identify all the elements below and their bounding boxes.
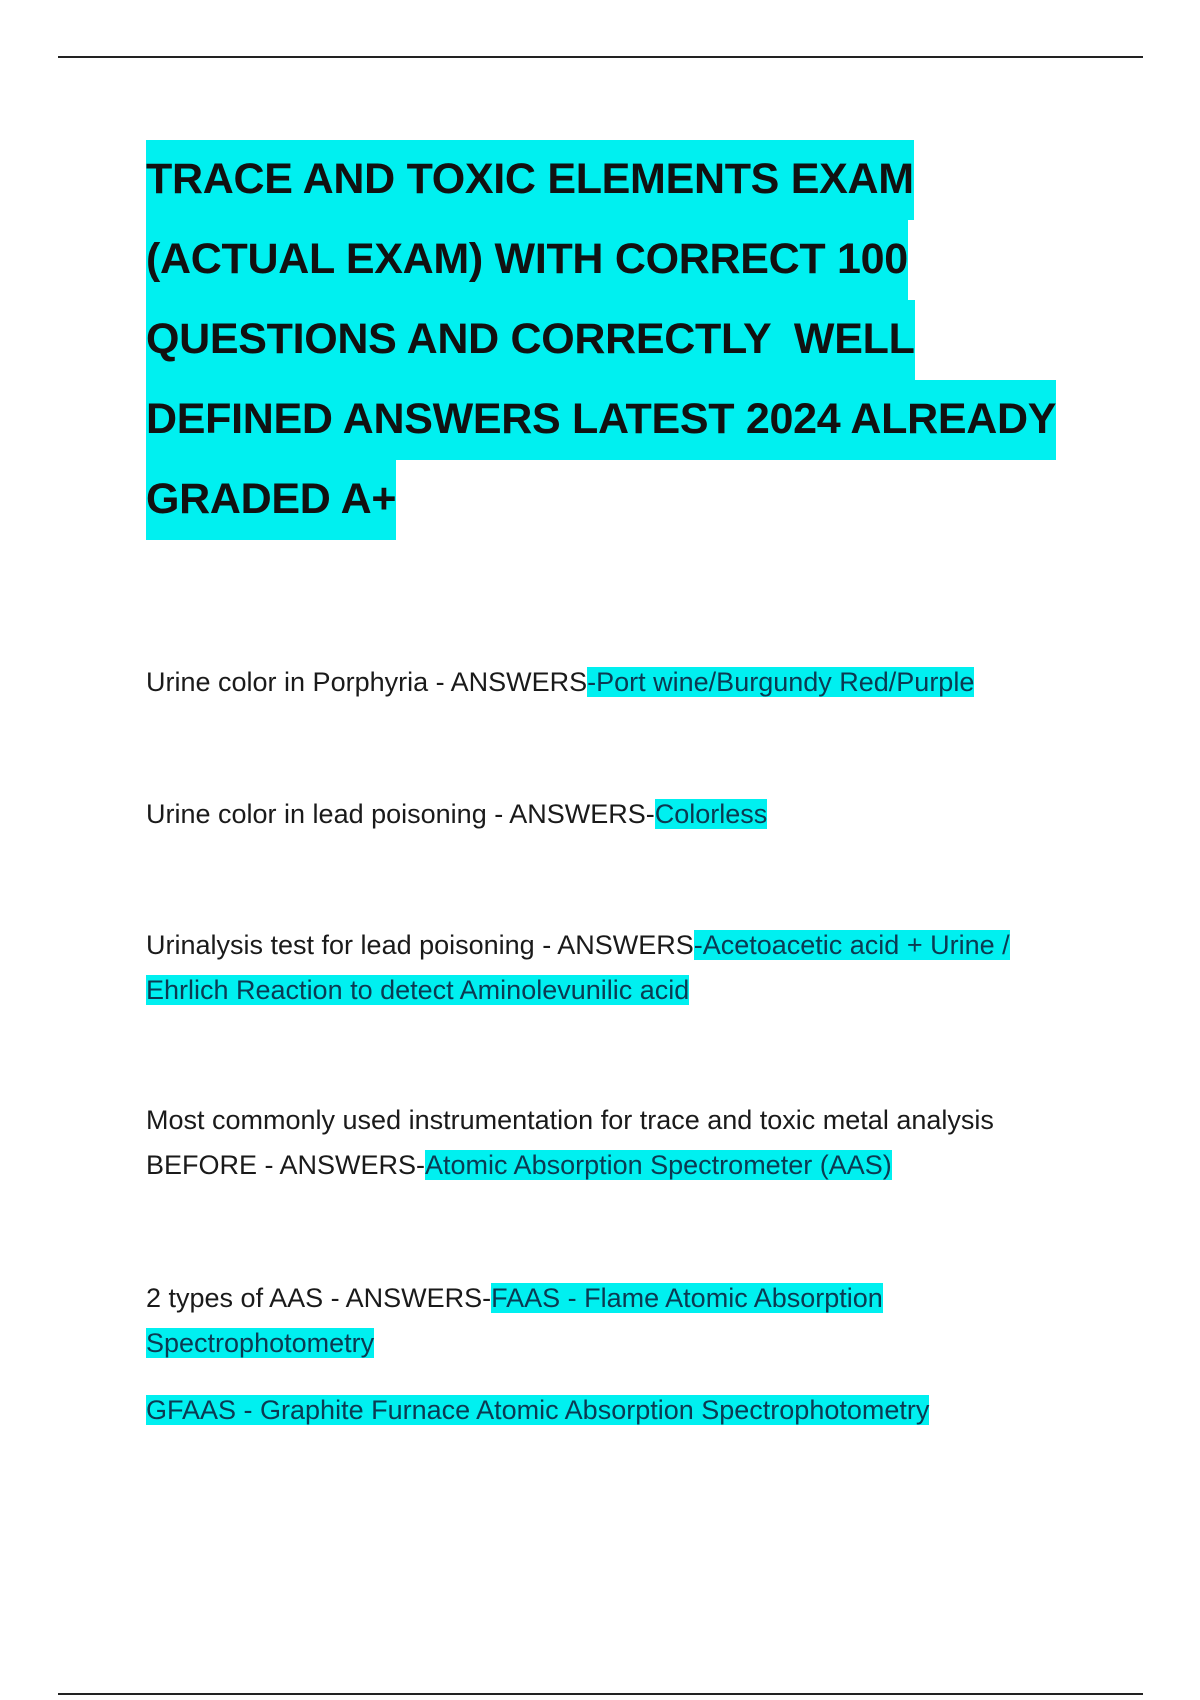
question-text: Urine color in lead poisoning - ANSWERS-	[146, 799, 655, 829]
question-text: 2 types of AAS - ANSWERS-	[146, 1283, 492, 1313]
qa-item	[146, 660, 974, 705]
title-line: QUESTIONS AND CORRECTLY WELL	[146, 300, 915, 380]
title-line: TRACE AND TOXIC ELEMENTS EXAM	[146, 140, 914, 220]
qa-item	[146, 923, 1081, 1013]
bottom-rule	[58, 1693, 1143, 1695]
answer-text: -Acetoacetic acid + Urine / Ehrlich Reaction to detect Aminolevunilic acid	[146, 930, 1010, 1005]
answer-text: Atomic Absorption Spectrometer (AAS)	[425, 1150, 892, 1180]
question-text: Most commonly used instrumentation for trace and toxic metal analysis BEFORE - ANSWERS-	[146, 1105, 994, 1180]
answer-text: Colorless	[654, 799, 768, 829]
title-line: GRADED A+	[146, 460, 396, 540]
qa-item-continuation	[146, 1388, 929, 1433]
title-line: (ACTUAL EXAM) WITH CORRECT 100	[146, 220, 908, 300]
qa-item	[146, 1276, 926, 1366]
question-text: Urine color in Porphyria - ANSWERS	[146, 667, 588, 697]
answer-text: FAAS - Flame Atomic Absorption Spectrophotometry	[146, 1283, 883, 1358]
top-rule	[58, 56, 1143, 58]
question-text: Urinalysis test for lead poisoning - ANSWERS	[146, 930, 694, 960]
title-block	[146, 140, 1106, 540]
qa-item	[146, 1098, 1096, 1188]
document-title	[146, 140, 1106, 540]
answer-text: GFAAS - Graphite Furnace Atomic Absorption Spectrophotometry	[146, 1395, 930, 1425]
answer-text: -Port wine/Burgundy Red/Purple	[587, 667, 975, 697]
qa-item	[146, 792, 767, 837]
title-line: DEFINED ANSWERS LATEST 2024 ALREADY	[146, 380, 1056, 460]
